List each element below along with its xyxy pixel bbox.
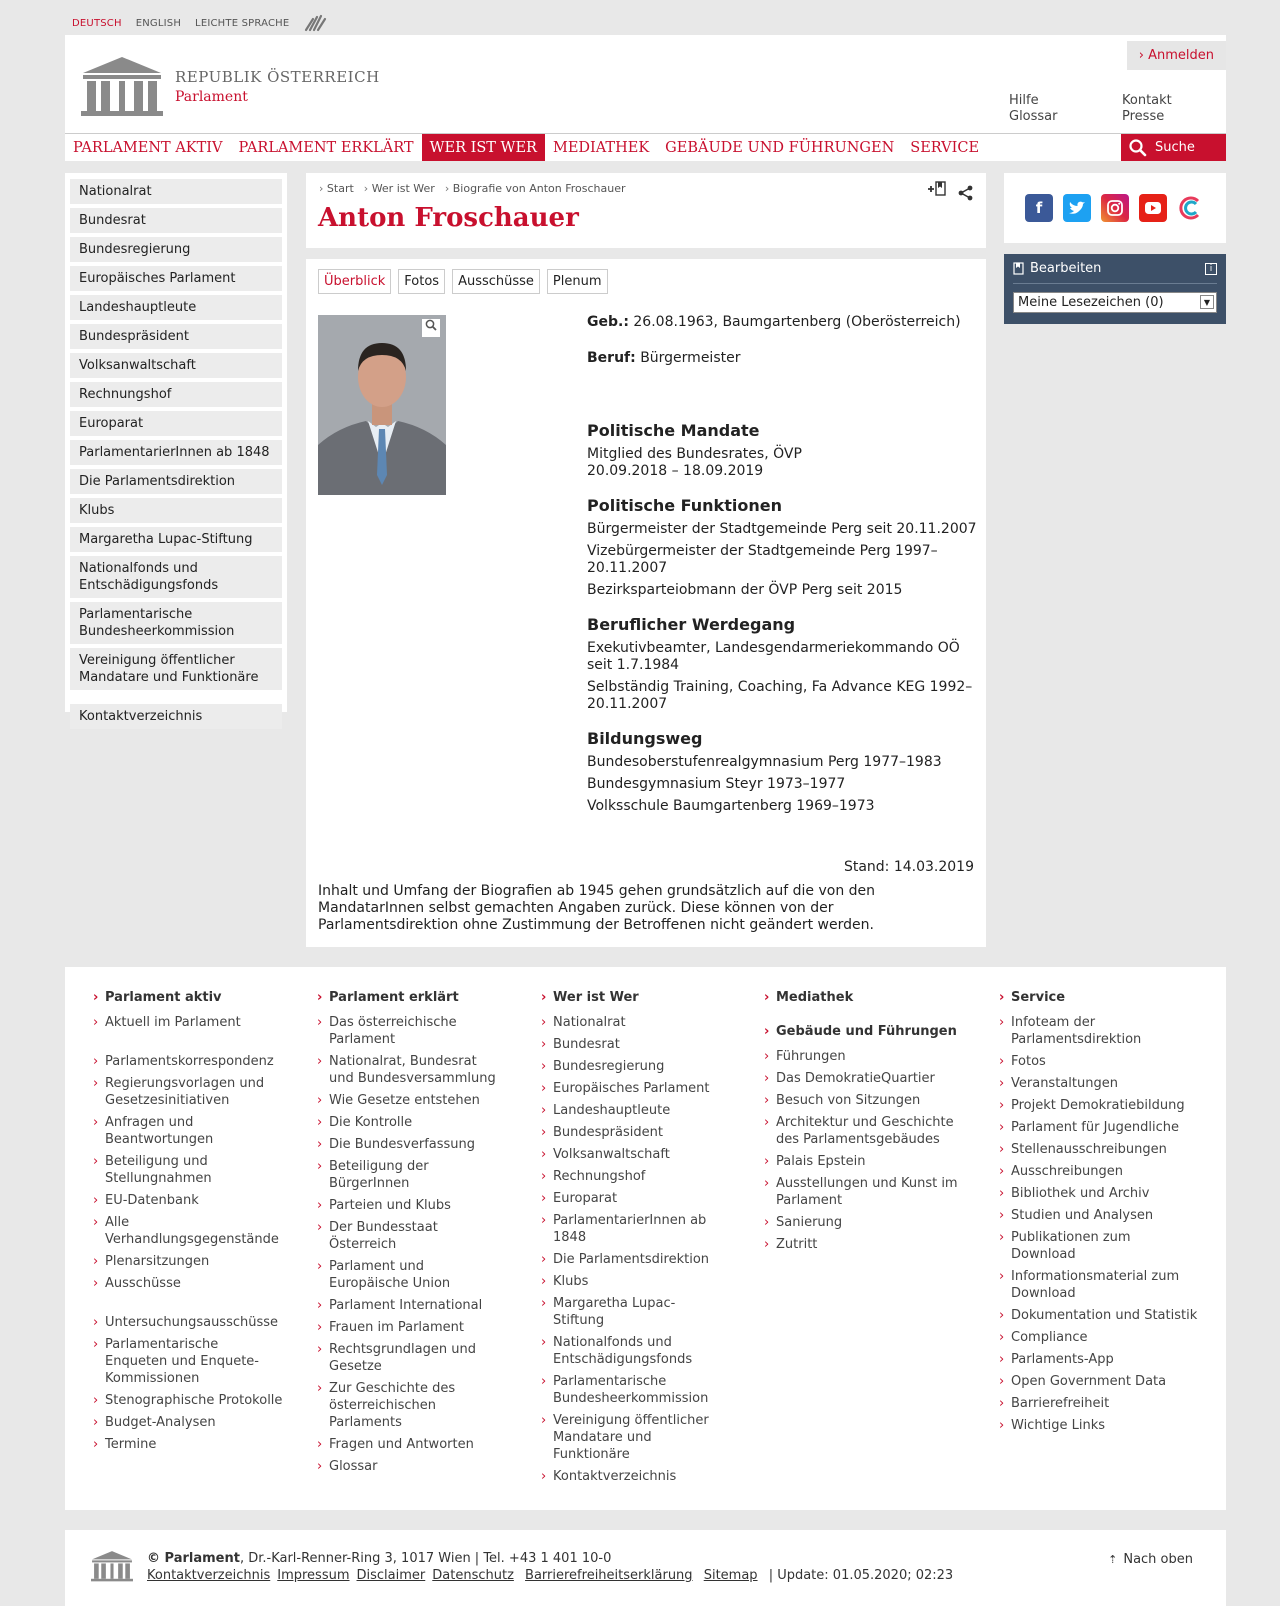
- help-links: [1009, 93, 1058, 125]
- footer-heading[interactable]: › Wer ist Wer: [541, 989, 721, 1006]
- footer-link[interactable]: › Fragen und Antworten: [317, 1436, 502, 1453]
- footer-link[interactable]: › Publikationen zum Download: [999, 1229, 1199, 1263]
- footer-col-service: [999, 989, 1199, 1439]
- search-button[interactable]: [1121, 134, 1226, 161]
- glossary-link[interactable]: Glossar: [1009, 109, 1058, 124]
- help-link[interactable]: Hilfe: [1009, 93, 1039, 108]
- footer-link[interactable]: › EU-Datenbank: [93, 1192, 283, 1209]
- footer-link[interactable]: › Projekt Demokratiebildung: [999, 1097, 1199, 1114]
- sidebar-item-klubs[interactable]: Klubs: [70, 498, 282, 523]
- biography-content: [306, 259, 986, 947]
- section-title-bildung: Bildungsweg: [587, 729, 703, 748]
- footer-heading[interactable]: › Mediathek: [764, 989, 964, 1006]
- footer-link[interactable]: › Nationalrat: [541, 1014, 721, 1031]
- sidebar-item-eu-parlament[interactable]: Europäisches Parlament: [70, 266, 282, 291]
- sidebar-item-bundesregierung[interactable]: Bundesregierung: [70, 237, 282, 262]
- nav-gebaeude[interactable]: GEBÄUDE UND FÜHRUNGEN: [665, 140, 895, 156]
- footer-link[interactable]: › Das österreichische Parlament: [317, 1014, 502, 1048]
- chevron-right-icon: ›: [1138, 48, 1149, 63]
- contact-links: [1122, 93, 1172, 125]
- sidebar-item-bundesheerkommission[interactable]: Parlamentarische Bundesheerkommission: [70, 602, 282, 644]
- tab-ueberblick[interactable]: Überblick: [318, 269, 391, 294]
- facebook-icon[interactable]: f: [1025, 194, 1053, 222]
- footer-link-disclaimer[interactable]: Disclaimer: [356, 1568, 426, 1583]
- footer-link[interactable]: › Bundesrat: [541, 1036, 721, 1053]
- job-value: Bürgermeister: [640, 350, 741, 366]
- footer-link[interactable]: › Ausstellungen und Kunst im Parlament: [764, 1175, 964, 1209]
- footer-link[interactable]: › Der Bundesstaat Österreich: [317, 1219, 502, 1253]
- footer-heading[interactable]: › Parlament aktiv: [93, 989, 283, 1006]
- sidebar-item-kontaktverzeichnis[interactable]: Kontaktverzeichnis: [70, 704, 282, 729]
- tab-plenum[interactable]: Plenum: [547, 269, 608, 294]
- contact-link[interactable]: Kontakt: [1122, 93, 1172, 108]
- footer-link[interactable]: › Die Bundesverfassung: [317, 1136, 502, 1153]
- funktion-item: Bürgermeister der Stadtgemeinde Perg seit 20.11.2007: [587, 521, 977, 537]
- logo-subtitle: Parlament: [175, 88, 248, 105]
- nav-service[interactable]: SERVICE: [910, 140, 980, 156]
- footer-link[interactable]: › Parlamentskorrespondenz: [93, 1036, 283, 1070]
- footer-link[interactable]: › Parlamentarische Bundesheerkommission: [541, 1373, 721, 1407]
- footer-link[interactable]: › Studien und Analysen: [999, 1207, 1199, 1224]
- footer-link-impressum[interactable]: Impressum: [277, 1568, 350, 1583]
- page-title: Anton Froschauer: [318, 203, 579, 233]
- login-button[interactable]: [1127, 41, 1226, 70]
- sidebar-item-vereinigung[interactable]: Vereinigung öffentlicher Mandatare und Funktionäre: [70, 648, 282, 690]
- back-to-top-link[interactable]: [1108, 1552, 1193, 1567]
- footer-col-wer-ist-wer: [541, 989, 721, 1490]
- footer-link[interactable]: › Rechnungshof: [541, 1168, 721, 1185]
- footer-link[interactable]: › Palais Epstein: [764, 1153, 964, 1170]
- bookmark-icon: [1013, 262, 1024, 275]
- sidebar-item-nationalrat[interactable]: Nationalrat: [70, 179, 282, 204]
- login-label: Anmelden: [1148, 48, 1214, 63]
- sidebar-item-parlamentarier[interactable]: ParlamentarierInnen ab 1848: [70, 440, 282, 465]
- footer-link[interactable]: › Besuch von Sitzungen: [764, 1092, 964, 1109]
- born-label: Geb.:: [587, 314, 629, 330]
- bookmarks-select[interactable]: [1013, 292, 1217, 313]
- footer-link[interactable]: › Compliance: [999, 1329, 1199, 1346]
- footer-link[interactable]: › Landeshauptleute: [541, 1102, 721, 1119]
- footer-link[interactable]: › Barrierefreiheit: [999, 1395, 1199, 1412]
- funktion-item: Bezirksparteiobmann der ÖVP Perg seit 2015: [587, 582, 903, 598]
- footer-link[interactable]: › Ausschreibungen: [999, 1163, 1199, 1180]
- footer-link[interactable]: › Untersuchungsausschüsse: [93, 1297, 283, 1331]
- footer-link[interactable]: › Aktuell im Parlament: [93, 1014, 283, 1031]
- footer-link[interactable]: › Parlament und Europäische Union: [317, 1258, 502, 1292]
- parliament-building-icon: [79, 55, 165, 117]
- bookmarks-panel: [1004, 254, 1226, 324]
- nav-parlament-aktiv[interactable]: PARLAMENT AKTIV: [73, 140, 223, 156]
- lang-deutsch[interactable]: DEUTSCH: [72, 17, 122, 29]
- footer-col-aktiv: [93, 989, 283, 1458]
- nav-mediathek[interactable]: MEDIATHEK: [552, 140, 650, 156]
- footer-link[interactable]: › Zutritt: [764, 1236, 964, 1253]
- footer-link[interactable]: › Fotos: [999, 1053, 1199, 1070]
- footer-link[interactable]: › Sanierung: [764, 1214, 964, 1231]
- footer-link[interactable]: › Das DemokratieQuartier: [764, 1070, 964, 1087]
- section-title-mandate: Politische Mandate: [587, 421, 760, 440]
- page-footer: [65, 1530, 1226, 1606]
- breadcrumb-current: › Biografie von Anton Froschauer: [445, 182, 626, 195]
- breadcrumb-start[interactable]: › Start: [319, 182, 354, 195]
- sidebar-item-europarat[interactable]: Europarat: [70, 411, 282, 436]
- footer-link[interactable]: › Stenographische Protokolle: [93, 1392, 283, 1409]
- footer-link[interactable]: › Anfragen und Beantwortungen: [93, 1114, 283, 1148]
- footer-link[interactable]: › Glossar: [317, 1458, 502, 1475]
- footer-link[interactable]: › Infoteam der Parlamentsdirektion: [999, 1014, 1199, 1048]
- footer-link[interactable]: › Veranstaltungen: [999, 1075, 1199, 1092]
- language-bar: [72, 13, 329, 33]
- footer-link[interactable]: › Alle Verhandlungsgegenstände: [93, 1214, 283, 1248]
- sidebar-item-bundespraesident[interactable]: Bundespräsident: [70, 324, 282, 349]
- stand-date: Stand: 14.03.2019: [843, 859, 974, 875]
- footer-link[interactable]: › Kontaktverzeichnis: [541, 1468, 721, 1485]
- footer-heading[interactable]: › Service: [999, 989, 1199, 1006]
- parliament-logo[interactable]: [79, 55, 380, 117]
- bildung-item: Bundesgymnasium Steyr 1973–1977: [587, 776, 846, 792]
- footer-link[interactable]: › Informationsmaterial zum Download: [999, 1268, 1199, 1302]
- footer-link[interactable]: › Bibliothek und Archiv: [999, 1185, 1199, 1202]
- section-title-werdegang: Beruflicher Werdegang: [587, 615, 796, 634]
- demokratiewebstatt-icon[interactable]: [1177, 194, 1205, 222]
- sidebar-item-volksanwaltschaft[interactable]: Volksanwaltschaft: [70, 353, 282, 378]
- social-links: [1004, 173, 1226, 243]
- bio-details: [587, 314, 977, 820]
- zoom-icon[interactable]: [422, 319, 440, 337]
- footer-link[interactable]: › Stellenausschreibungen: [999, 1141, 1199, 1158]
- footer-link[interactable]: › Beteiligung und Stellungnahmen: [93, 1153, 283, 1187]
- footer-heading[interactable]: › Gebäude und Führungen: [764, 1023, 964, 1040]
- footer-link[interactable]: › Europarat: [541, 1190, 721, 1207]
- tab-ausschuesse[interactable]: Ausschüsse: [452, 269, 540, 294]
- footer-link[interactable]: › Plenarsitzungen: [93, 1253, 283, 1270]
- sidebar-item-nationalfonds[interactable]: Nationalfonds und Entschädigungsfonds: [70, 556, 282, 598]
- footer-link[interactable]: › Bundesregierung: [541, 1058, 721, 1075]
- tab-bar: [318, 269, 608, 294]
- nav-parlament-erklaert[interactable]: PARLAMENT ERKLÄRT: [238, 140, 414, 156]
- bookmarks-title: Bearbeiten: [1030, 261, 1102, 276]
- chevron-down-icon: ▼: [1200, 295, 1214, 309]
- footer-link[interactable]: › Rechtsgrundlagen und Gesetze: [317, 1341, 502, 1375]
- logo-title: REPUBLIK ÖSTERREICH: [175, 67, 380, 86]
- address: , Dr.-Karl-Renner-Ring 3, 1017 Wien | Tel. +43 1 401 10-0: [239, 1551, 612, 1566]
- footer-link[interactable]: › Wie Gesetze entstehen: [317, 1092, 502, 1109]
- youtube-icon[interactable]: [1139, 194, 1167, 222]
- funktion-item: Vizebürgermeister der Stadtgemeinde Perg 1997–20.11.2007: [587, 543, 938, 576]
- footer-link[interactable]: › Zur Geschichte des österreichischen Parlaments: [317, 1380, 502, 1431]
- footer-link[interactable]: › ParlamentarierInnen ab 1848: [541, 1212, 721, 1246]
- instagram-icon[interactable]: [1101, 194, 1129, 222]
- footer-link[interactable]: › Parlament International: [317, 1297, 502, 1314]
- footer-link-barrierefreiheit[interactable]: Barrierefreiheitserklärung: [525, 1568, 693, 1583]
- werdegang-item: Exekutivbeamter, Landesgendarmeriekommando OÖ seit 1.7.1984: [587, 640, 960, 673]
- footer-link[interactable]: › Parlaments-App: [999, 1351, 1199, 1368]
- footer-link[interactable]: › Architektur und Geschichte des Parlamentsgebäudes: [764, 1114, 964, 1148]
- footer-heading[interactable]: › Parlament erklärt: [317, 989, 502, 1006]
- footer-link[interactable]: › Frauen im Parlament: [317, 1319, 502, 1336]
- footer-link[interactable]: › Budget-Analysen: [93, 1414, 283, 1431]
- parliament-building-icon: [90, 1550, 134, 1582]
- footer-link[interactable]: › Regierungsvorlagen und Gesetzesinitiativen: [93, 1075, 283, 1109]
- footer-col-erklaert: [317, 989, 502, 1480]
- info-icon[interactable]: i: [1205, 263, 1217, 275]
- footer-col-mediathek: [764, 989, 964, 1258]
- footer-link-datenschutz[interactable]: Datenschutz: [432, 1568, 514, 1583]
- update-date: | Update: 01.05.2020; 02:23: [768, 1568, 954, 1583]
- nav-wer-ist-wer[interactable]: WER IST WER: [422, 134, 545, 161]
- footer-link[interactable]: › Parteien und Klubs: [317, 1197, 502, 1214]
- sign-language-icon[interactable]: [303, 13, 329, 33]
- arrow-up-icon: ⇡: [1108, 1553, 1118, 1566]
- footer-link[interactable]: › Die Kontrolle: [317, 1114, 502, 1131]
- lang-english[interactable]: ENGLISH: [135, 17, 182, 29]
- born-value: 26.08.1963, Baumgartenberg (Oberösterreich): [633, 314, 961, 330]
- footer-link[interactable]: › Beteiligung der BürgerInnen: [317, 1158, 502, 1192]
- portrait-photo[interactable]: [318, 315, 446, 495]
- footer-link[interactable]: › Margaretha Lupac-Stiftung: [541, 1295, 721, 1329]
- sidebar-item-lupac[interactable]: Margaretha Lupac-Stiftung: [70, 527, 282, 552]
- press-link[interactable]: Presse: [1122, 109, 1165, 124]
- werdegang-item: Selbständig Training, Coaching, Fa Advance KEG 1992–20.11.2007: [587, 679, 973, 712]
- search-icon: [1129, 139, 1147, 157]
- breadcrumb-wer-ist-wer[interactable]: › Wer ist Wer: [364, 182, 435, 195]
- footer-link[interactable]: › Nationalfonds und Entschädigungsfonds: [541, 1334, 721, 1368]
- site-header: [65, 35, 1226, 133]
- back-to-top-label: Nach oben: [1123, 1552, 1193, 1567]
- footer-link[interactable]: › Dokumentation und Statistik: [999, 1307, 1199, 1324]
- bildung-item: Bundesoberstufenrealgymnasium Perg 1977–1983: [587, 754, 942, 770]
- section-title-funktionen: Politische Funktionen: [587, 496, 782, 515]
- sidebar-item-landeshauptleute[interactable]: Landeshauptleute: [70, 295, 282, 320]
- footer-link[interactable]: › Open Government Data: [999, 1373, 1199, 1390]
- main-navigation: [65, 133, 1226, 161]
- footer-link[interactable]: › Parlament für Jugendliche: [999, 1119, 1199, 1136]
- footer-link[interactable]: › Führungen: [764, 1048, 964, 1065]
- tab-fotos[interactable]: Fotos: [398, 269, 445, 294]
- footer-link[interactable]: › Bundespräsident: [541, 1124, 721, 1141]
- title-box: [306, 173, 986, 248]
- bookmarks-select-value: Meine Lesezeichen (0): [1018, 295, 1164, 310]
- footer-link[interactable]: › Termine: [93, 1436, 283, 1453]
- footer-link[interactable]: › Volksanwaltschaft: [541, 1146, 721, 1163]
- bookmark-add-icon[interactable]: [927, 181, 947, 201]
- footer-link[interactable]: › Nationalrat, Bundesrat und Bundesversammlung: [317, 1053, 502, 1087]
- bildung-item: Volksschule Baumgartenberg 1969–1973: [587, 798, 875, 814]
- footer-sitemap: [65, 967, 1226, 1510]
- footer-link-sitemap[interactable]: Sitemap: [703, 1568, 758, 1583]
- sidebar: [65, 173, 287, 724]
- twitter-icon[interactable]: [1063, 194, 1091, 222]
- lang-easy[interactable]: LEICHTE SPRACHE: [195, 17, 290, 29]
- breadcrumb: [319, 182, 626, 195]
- footer-link-kontaktverzeichnis[interactable]: Kontaktverzeichnis: [147, 1568, 271, 1583]
- search-label: Suche: [1155, 140, 1195, 155]
- bio-disclaimer: Inhalt und Umfang der Biografien ab 1945 gehen grundsätzlich auf die von den MandatarInnen selbst gemachten Angaben zurück. Diese können von der Parlamentsdirektion ohne Zustimmung der Betroffenen nicht geändert werden.: [318, 883, 876, 933]
- footer-link[interactable]: › Parlamentarische Enqueten und Enquete-Kommissionen: [93, 1336, 283, 1387]
- mandate-item: Mitglied des Bundesrates, ÖVP 20.09.2018 – 18.09.2019: [587, 446, 802, 479]
- footer-link[interactable]: › Vereinigung öffentlicher Mandatare und Funktionäre: [541, 1412, 721, 1463]
- footer-link[interactable]: › Die Parlamentsdirektion: [541, 1251, 721, 1268]
- copyright-org: © Parlament: [147, 1551, 240, 1566]
- footer-link[interactable]: › Europäisches Parlament: [541, 1080, 721, 1097]
- sidebar-item-parlamentsdirektion[interactable]: Die Parlamentsdirektion: [70, 469, 282, 494]
- footer-link[interactable]: › Klubs: [541, 1273, 721, 1290]
- footer-link[interactable]: › Ausschüsse: [93, 1275, 283, 1292]
- sidebar-item-bundesrat[interactable]: Bundesrat: [70, 208, 282, 233]
- share-icon[interactable]: [958, 185, 974, 205]
- footer-link[interactable]: › Wichtige Links: [999, 1417, 1199, 1434]
- job-label: Beruf:: [587, 350, 636, 366]
- sidebar-item-rechnungshof[interactable]: Rechnungshof: [70, 382, 282, 407]
